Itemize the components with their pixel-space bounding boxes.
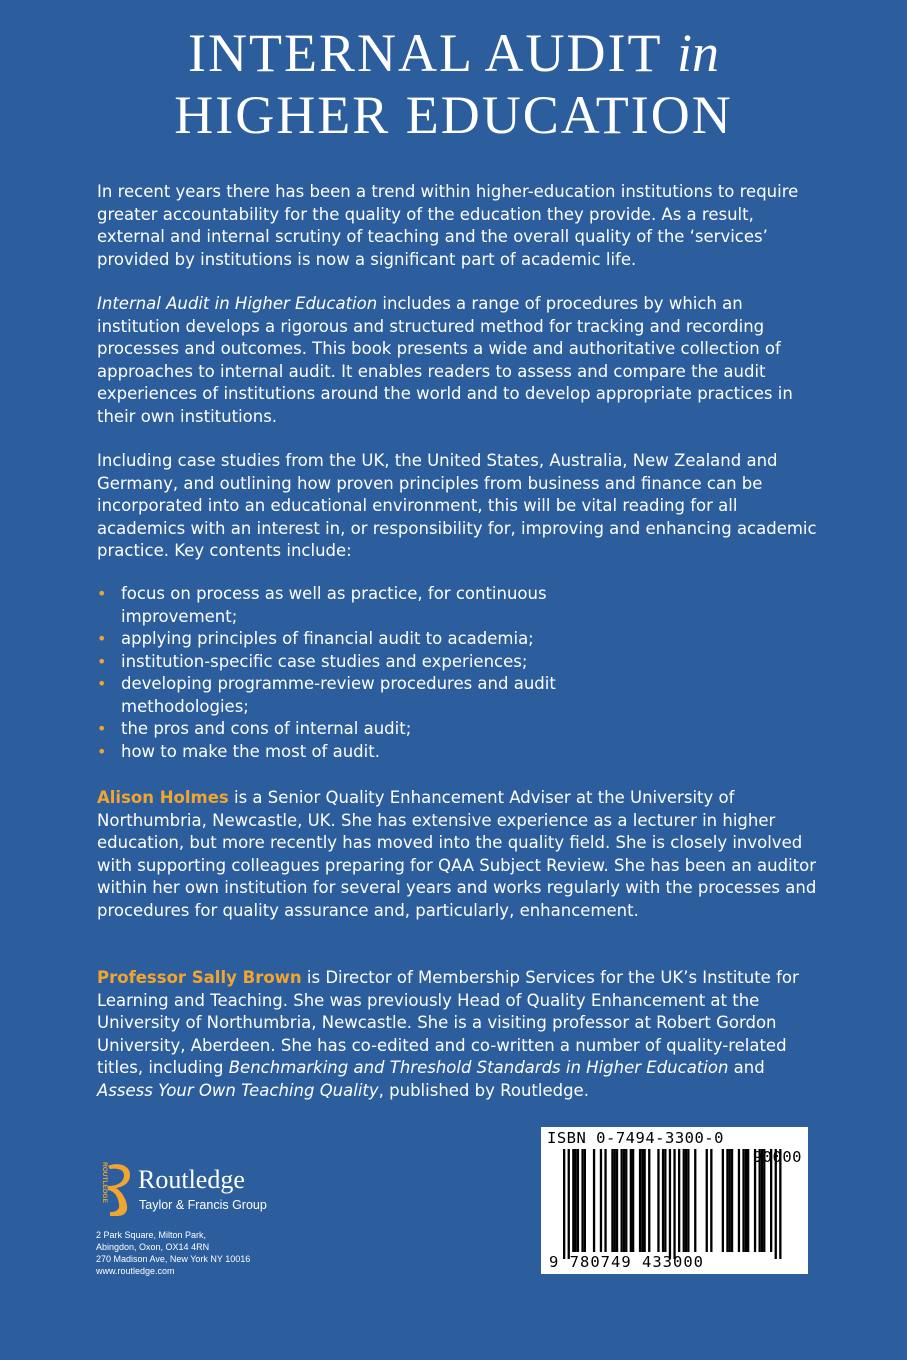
publisher-website: www.routledge.com [96,1266,175,1276]
barcode-bar [738,1149,740,1252]
bullet-icon: • [97,651,107,671]
book-title-reference: Assess Your Own Teaching Quality [97,1080,379,1100]
author-name: Alison Holmes [97,788,229,807]
barcode-bar [581,1149,583,1252]
barcode-bar [729,1149,731,1252]
barcode-bar [657,1149,659,1252]
barcode-bar [593,1149,595,1252]
barcode-bar [572,1149,574,1252]
barcode-bar [575,1149,577,1252]
barcode-bar [687,1149,689,1252]
address-line: Abingdon, Oxon, OX14 4RN [96,1242,210,1252]
address-line: 270 Madison Ave, New York NY 10016 [96,1254,251,1264]
ean-digits: 9 780749 433000 [549,1253,704,1271]
bullet-icon: • [97,741,107,761]
barcode-bar [710,1149,712,1252]
routledge-logo-icon [96,1160,136,1220]
book-title-reference: Internal Audit in Higher Education [97,294,378,313]
bullet-icon: • [97,584,107,603]
list-item: • institution-specific case studies and experiences; [97,651,661,674]
spine-logo-text: ROUTLEDGE [101,1162,108,1203]
blurb-paragraph-3: Including case studies from the UK, the United States, Australia, New Zealand and Germany, and outlining how proven principles from business and finance can be incorporated into an educational environment, this will be vital reading for all academics with an interest in, or responsibility for, improving and enhancing academic practice. Key contents include: [97,451,817,560]
barcode-bar [614,1149,616,1252]
barcode-bar [584,1149,586,1252]
barcode-bar [745,1149,747,1252]
barcode-bar [563,1149,565,1259]
title-italic-in: in [676,23,719,83]
barcode-bar [664,1149,666,1252]
blurb-paragraph-1: In recent years there has been a trend within higher-education institutions to require greater accountability for the quality of the education they provide. As a result, external and internal scrutiny of teaching and the overall quality of the ‘services’ provided by institutions is now a significant part of academic life. [97,182,799,269]
barcode-bar [726,1149,728,1252]
barcode-bar [722,1149,724,1252]
barcode-bar [694,1149,696,1252]
book-title [0,22,907,146]
barcode-bar [731,1149,733,1252]
barcode-bar [630,1149,632,1252]
list-item: • developing programme-review procedures and audit methodologies; [97,674,556,716]
list-item: • focus on process as well as practice, for continuous improvement; [97,584,547,626]
barcode-bar [669,1149,671,1259]
barcode-bar [616,1149,618,1252]
blurb-paragraph-2: Internal Audit in Higher Education includes a range of procedures by which an institution develops a rigorous and structured method for tracking and recording processes and outcomes. This book presents a wide and authoritative collection of approaches to internal audit. It enables readers to assess and compare the audit experiences of institutions around the world and to develop appropriate practices in their own institutions. [97,294,793,426]
title-line2: HIGHER EDUCATION [174,85,733,145]
publisher-group: Taylor & Francis Group [139,1198,267,1212]
bullet-icon: • [97,629,107,648]
barcode-bar [673,1149,675,1259]
author-name: Professor Sally Brown [97,968,302,987]
barcode-bar [604,1149,606,1252]
publisher-name: Routledge [138,1165,245,1194]
title-line1: INTERNAL AUDIT in [188,23,719,83]
list-item: • the pros and cons of internal audit; [97,718,661,741]
author-bio-brown: Professor Sally Brown is Director of Membership Services for the UK’s Institute for Learning and Teaching. She was previously Head of Quality Enhancement at the University of Northumbria, Newcastle. She is a visiting professor at Robert Gordon University, Aberdeen. She has co-edited and co-written a number of quality-related titles, including Benchmarking and Threshold Standards in Higher Education and Assess Your Own Teaching Quality, published by Routledge. [97,968,799,1100]
barcode-bar [623,1149,625,1252]
barcode-bar [648,1149,650,1252]
bullet-icon: • [97,719,107,738]
barcode-bar [600,1149,602,1252]
barcode-bar [678,1149,680,1252]
book-title-reference: Benchmarking and Threshold Standards in Higher Education [228,1058,729,1077]
isbn-barcode [541,1127,808,1274]
list-item: • applying principles of financial audit to academia; [97,628,661,651]
barcode-bar [611,1149,613,1252]
barcode-bar [747,1149,749,1252]
barcode-bar [685,1149,687,1252]
barcode-bar [641,1149,643,1252]
barcode-bar [644,1149,646,1252]
publisher-address [96,1229,396,1277]
barcode-bar [568,1149,570,1259]
barcode-bar [742,1149,744,1252]
barcode-bar [625,1149,627,1252]
address-line: 2 Park Square, Milton Park, [96,1230,207,1240]
price-code: 90000 [752,1148,802,1166]
barcode-bar [621,1149,623,1252]
barcode-bar [577,1149,579,1252]
bullet-icon: • [97,674,107,693]
key-contents-list [97,583,817,763]
list-item: • how to make the most of audit. [97,741,661,764]
barcode-bar [632,1149,634,1252]
publisher-logo [96,1160,316,1220]
barcode-bar [683,1149,685,1252]
barcode-bar [706,1149,708,1252]
barcode-bar [662,1149,664,1252]
barcode-bar [639,1149,641,1252]
author-bio-holmes: Alison Holmes is a Senior Quality Enhancement Adviser at the University of Northumbria, Newcastle, UK. She has extensive experience as a lecturer in higher education, but more recently has moved into the quality field. She is closely involved with supporting colleagues preparing for QAA Subject Review. She has been an auditor within her own institution for several years and works regularly with the processes and procedures for quality assurance and, particularly, enhancement. [97,788,817,920]
isbn-label: ISBN 0-7494-3300-0 [547,1129,724,1147]
